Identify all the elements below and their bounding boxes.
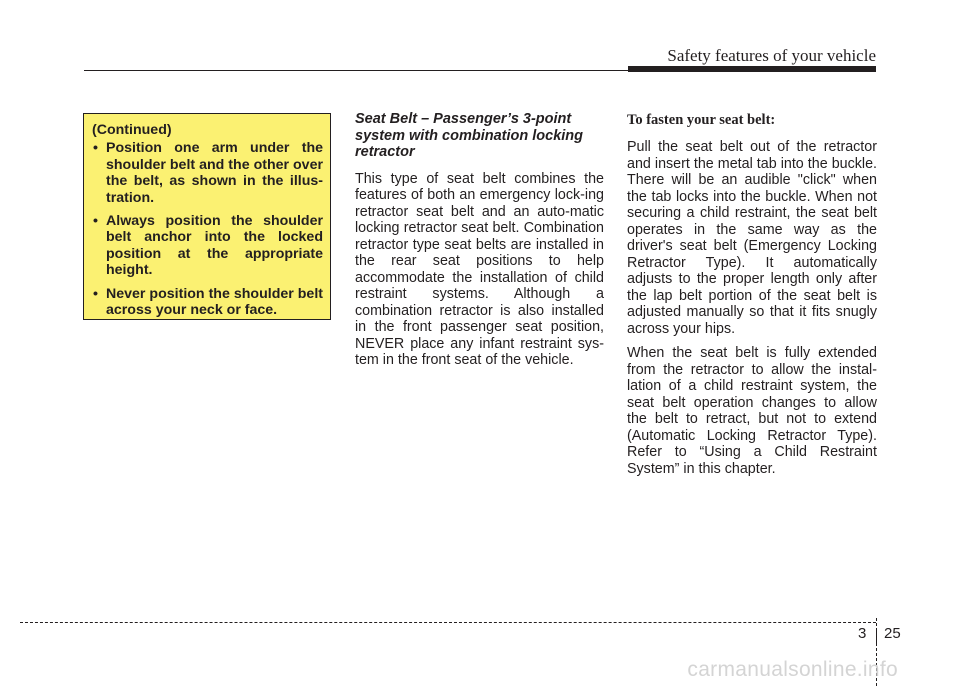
fasten-paragraph: Pull the seat belt out of the retractor and insert the metal tab into the buckle. There will be an audible "click" when the tab locks into the buckle. When not securing a child restraint, the seat belt operates in the same way as the driver's seat belt (Emergency Locking Retractor Type). It automatically adjusts to the proper length only after the lap belt portion of the seat belt is adjusted manually so that it fits snugly across your hips. (627, 139, 877, 337)
bullet-icon: • (93, 213, 98, 230)
page-number: 25 (884, 625, 901, 642)
warning-item (92, 286, 323, 319)
bullet-icon: • (93, 285, 98, 302)
fasten-subheading: To fasten your seat belt: (627, 112, 776, 128)
warning-box (83, 113, 331, 320)
header-rule-thick (628, 66, 876, 72)
page-header-title: Safety features of your vehicle (667, 46, 876, 65)
continued-label: (Continued) (92, 122, 172, 138)
fasten-column (627, 111, 877, 485)
chapter-number: 3 (858, 625, 867, 642)
footer-rule (20, 622, 876, 623)
header-rule (84, 70, 876, 71)
section-column (355, 111, 604, 377)
warning-item-text: Never position the shoulder belt across your neck or face. (106, 285, 323, 319)
page-number-separator (876, 628, 877, 644)
warning-item (92, 140, 323, 206)
watermark: carmanualsonline.info (687, 658, 898, 681)
warning-item-text: Position one arm under the shoulder belt and the other over the belt, as shown in the illus-tration. (106, 140, 323, 206)
warning-item-text: Always position the shoulder belt anchor into the locked position at the appropriate height. (106, 213, 323, 279)
warning-item (92, 213, 323, 279)
bullet-icon: • (93, 140, 98, 157)
section-heading: Seat Belt – Passenger’s 3-point system with combination locking retractor (355, 111, 584, 160)
warning-list (92, 140, 323, 318)
fasten-paragraph: When the seat belt is fully extended from the retractor to allow the instal-lation of a child restraint system, the seat belt operation changes to allow the belt to retract, but not to extend (Automatic Locking Retractor Type). Refer to “Using a Child Restraint System” in this chapter. (627, 345, 877, 477)
section-paragraph: This type of seat belt combines the features of both an emergency lock-ing retractor seat belt and an auto-matic locking retractor seat belt. Combination retractor type seat belts are installed in the rear seat positions to help accommodate the installation of child restraint systems. Although a combination retractor is also installed in the front passenger seat position, NEVER place any infant restraint sys-tem in the front seat of the vehicle. (355, 170, 604, 368)
